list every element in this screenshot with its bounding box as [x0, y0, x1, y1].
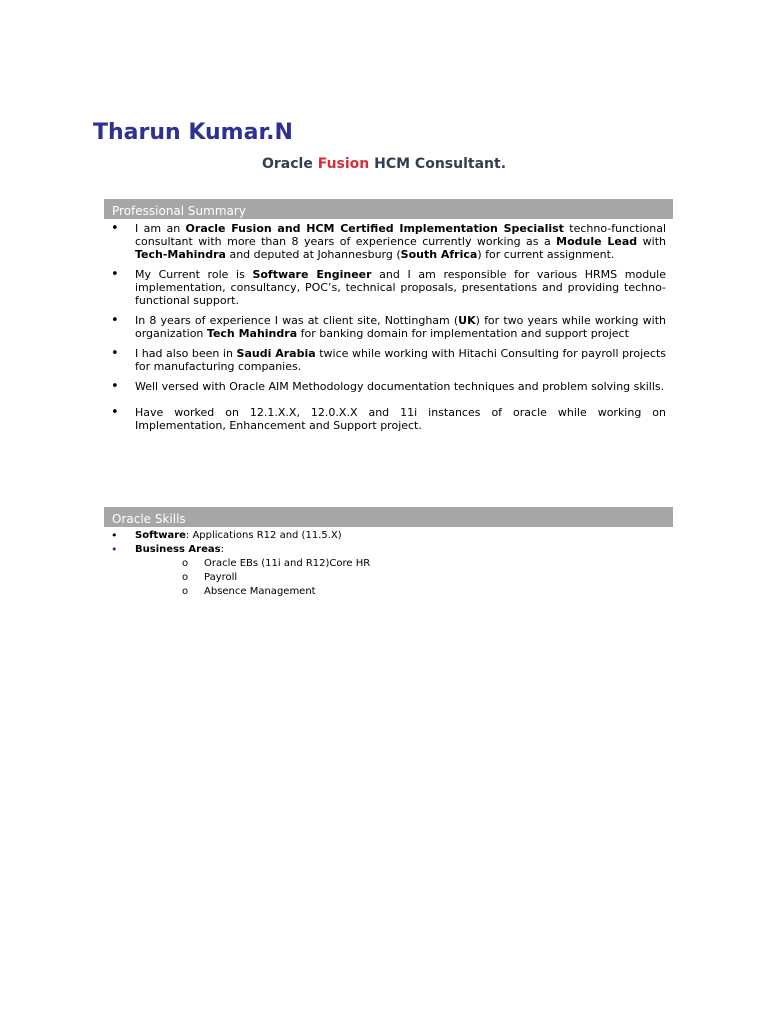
- bullet-icon: •: [111, 221, 119, 236]
- summary-emphasis: Saudi Arabia: [236, 347, 316, 360]
- business-area-item: [135, 585, 666, 599]
- summary-text: for banking domain for implementation and support project: [297, 327, 629, 340]
- summary-emphasis: South Africa: [400, 248, 478, 261]
- skill-label: Software: [135, 530, 186, 541]
- candidate-name: Tharun Kumar.N: [93, 120, 293, 145]
- circle-bullet-icon: o: [182, 586, 189, 597]
- skill-item-software: [104, 529, 666, 543]
- summary-text: with: [637, 235, 666, 248]
- bullet-icon: •: [111, 379, 119, 394]
- summary-text: I had also been in: [135, 347, 237, 360]
- summary-text: and deputed at Johannesburg (: [225, 248, 401, 261]
- summary-emphasis: Software Engineer: [252, 268, 372, 281]
- skill-label: Business Areas: [135, 544, 221, 555]
- summary-text: Well versed with Oracle AIM Methodology documentation techniques and problem solving skills.: [135, 380, 665, 393]
- bullet-icon: •: [111, 405, 119, 420]
- summary-text: I am an: [135, 222, 186, 235]
- bullet-icon: •: [111, 346, 119, 361]
- summary-item: [104, 347, 666, 373]
- business-area-text: Absence Management: [204, 586, 316, 597]
- bullet-icon: •: [111, 529, 118, 542]
- bullet-icon: •: [111, 543, 118, 556]
- summary-text: ) for current assignment.: [477, 248, 615, 261]
- summary-emphasis: UK: [458, 314, 476, 327]
- summary-text: techno-functional consultant with more than 8 years of experience currently working as a: [135, 222, 667, 248]
- circle-bullet-icon: o: [182, 558, 189, 569]
- bullet-icon: •: [111, 267, 119, 282]
- summary-item: [104, 406, 666, 432]
- job-title: [0, 154, 768, 174]
- summary-text: Have worked on 12.1.X.X, 12.0.X.X and 11i instances of oracle while working on Implementation, Enhancement and Support project.: [135, 406, 666, 432]
- section-heading-professional-summary: Professional Summary: [104, 199, 673, 219]
- bullet-icon: •: [111, 313, 119, 328]
- job-title-accent: Fusion: [317, 156, 370, 172]
- summary-item: [104, 268, 666, 307]
- business-area-item: [135, 571, 666, 585]
- summary-text: and I am responsible for various HRMS module implementation, consultancy, POC’s, technical proposals, presentations and providing techno-functional support.: [135, 268, 666, 307]
- summary-emphasis: Tech Mahindra: [206, 327, 298, 340]
- skill-item-business-areas: [104, 543, 666, 599]
- circle-bullet-icon: o: [182, 572, 189, 583]
- summary-text: ) for two years while working with organization: [135, 314, 666, 340]
- business-area-item: [135, 557, 666, 571]
- skill-value: : Applications R12 and (11.5.X): [185, 530, 342, 541]
- summary-emphasis: Oracle Fusion and HCM Certified Implementation Specialist: [185, 222, 564, 235]
- oracle-skills-list: [104, 529, 666, 599]
- summary-item: [104, 380, 666, 393]
- summary-text: twice while working with Hitachi Consulting for payroll projects for manufacturing companies.: [135, 347, 666, 373]
- summary-text: My Current role is: [135, 268, 253, 281]
- business-area-text: Oracle EBs (11i and R12)Core HR: [204, 558, 371, 569]
- job-title-part2: HCM Consultant.: [369, 156, 507, 172]
- job-title-part1: Oracle: [261, 156, 318, 172]
- summary-text: In 8 years of experience I was at client site, Nottingham (: [135, 314, 459, 327]
- summary-item: [104, 222, 666, 261]
- summary-emphasis: Module Lead: [556, 235, 638, 248]
- section-heading-oracle-skills: Oracle Skills: [104, 507, 673, 527]
- skill-colon: :: [220, 544, 224, 555]
- professional-summary-list: [104, 220, 666, 432]
- business-area-text: Payroll: [204, 572, 238, 583]
- business-areas-list: [135, 557, 666, 599]
- summary-emphasis: Tech-Mahindra: [135, 248, 226, 261]
- summary-item: [104, 314, 666, 340]
